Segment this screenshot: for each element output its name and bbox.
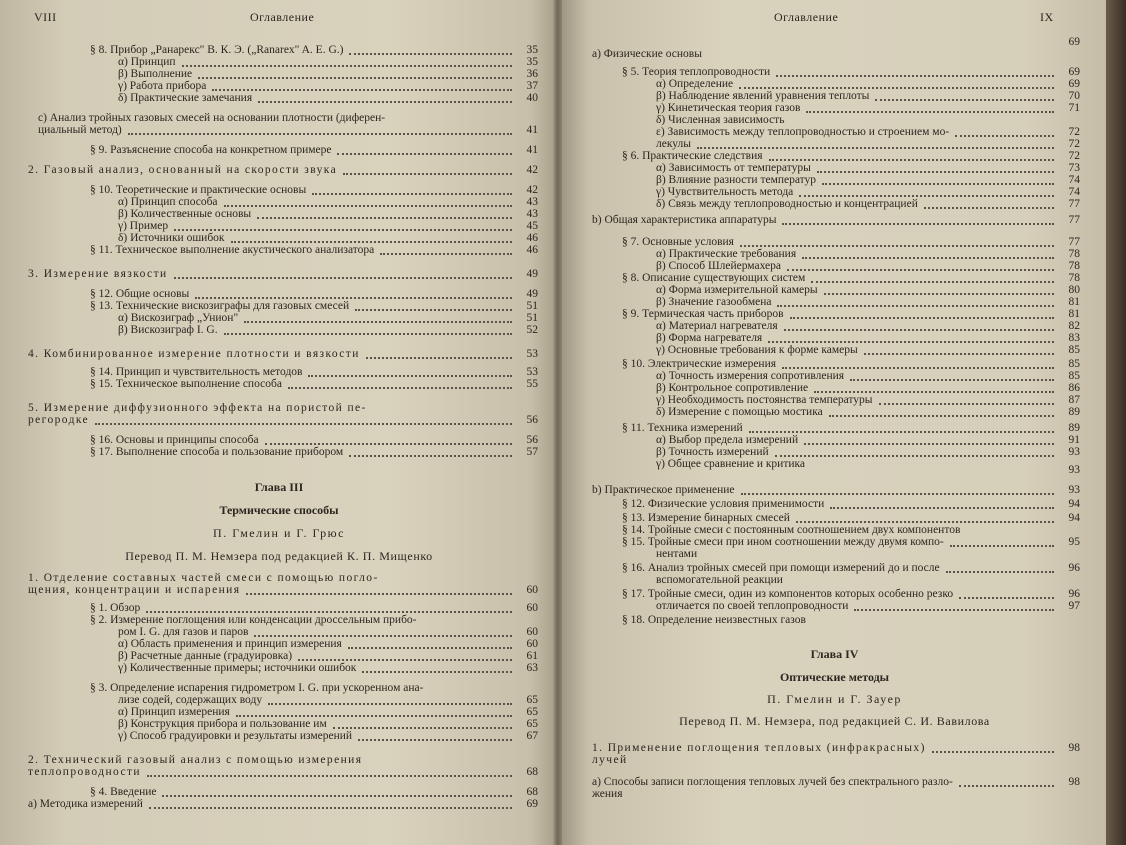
toc-entry-page: 87 (1068, 394, 1080, 406)
toc-entry-page: 53 (526, 366, 538, 378)
toc-entry-text: 5. Измерение диффузионного эффекта на пористой пе- (28, 402, 367, 414)
toc-entry (562, 198, 1107, 210)
toc-entry (0, 602, 558, 614)
toc-entry-text: 2. Газовый анализ, основанный на скорости звука (28, 164, 338, 176)
toc-entry-text: § 14. Тройные смеси с постоянным соотношением двух компонентов (622, 524, 961, 536)
running-header-right: Оглавление (774, 10, 839, 24)
toc-entry-text: § 17. Выполнение способа и пользование прибором (90, 446, 344, 458)
toc-entry-text: 1. Применение поглощения тепловых (инфракрасных) (592, 742, 926, 754)
toc-entry (0, 144, 558, 156)
toc-entry-text: § 8. Прибор „Ранарекс" В. К. Э. („Ranarex" A. E. G.) (90, 44, 344, 56)
toc-entry-text: δ) Источники ошибок (118, 232, 225, 244)
toc-entry-page: 65 (526, 706, 538, 718)
dot-leader (362, 659, 512, 673)
dot-leader (829, 403, 1054, 417)
page-number-left: VIII (34, 10, 57, 24)
toc-entry-page: 61 (526, 650, 538, 662)
toc-entry-text: теплопроводности (28, 766, 141, 778)
dot-leader (959, 773, 1054, 787)
toc-entry-page: 96 (1068, 562, 1080, 574)
toc-entry-page: 96 (1068, 588, 1080, 600)
toc-entry-text: § 11. Техническое выполнение акустического анализатора (90, 244, 375, 256)
toc-entry-text: лучей (592, 754, 628, 766)
toc-entry-text: § 11. Техника измерений (622, 422, 743, 434)
toc-entry-text: § 15. Техническое выполнение способа (90, 378, 282, 390)
toc-entry-text: β) Способ Шлейермахера (656, 260, 782, 272)
dot-leader (349, 443, 512, 457)
toc-entry-text: а) Способы записи поглощения тепловых лучей без спектрального разло- (592, 776, 953, 788)
dot-leader (775, 443, 1054, 457)
toc-entry-page: 57 (526, 446, 538, 458)
toc-entry-page: 37 (526, 80, 538, 92)
toc-entry-text: β) Конструкция прибора и пользование им (118, 718, 327, 730)
toc-entry-text: щения, концентрации и испарения (28, 584, 241, 596)
dot-leader (358, 727, 512, 741)
toc-entry-text: δ) Измерение с помощью мостика (656, 406, 823, 418)
dot-leader (782, 211, 1054, 225)
toc-entry-text: 4. Комбинированное измерение плотности и вязкости (28, 348, 360, 360)
toc-entry-page: 60 (526, 638, 538, 650)
toc-entry-page: 41 (526, 144, 538, 156)
toc-entry-page: 43 (526, 196, 538, 208)
toc-entry-text: 3. Измерение вязкости (28, 268, 168, 280)
toc-entry (0, 798, 558, 810)
toc-entry-page: 73 (1068, 162, 1080, 174)
toc-entry-page: 68 (526, 766, 538, 778)
toc-entry-text: α) Материал нагревателя (656, 320, 778, 332)
toc-entry-page: 68 (526, 786, 538, 798)
toc-entry-text: § 8. Описание существующих систем (622, 272, 806, 284)
toc-entry-text: § 6. Практические следствия (622, 150, 763, 162)
toc-entry-page: 71 (1068, 102, 1080, 114)
toc-entry (0, 92, 558, 104)
toc-entry-text: γ) Кинетическая теория газов (656, 102, 801, 114)
toc-entry (562, 742, 1107, 754)
chapter-authors-left: П. Гмелин и Г. Грюс (213, 526, 345, 540)
dot-leader (864, 341, 1054, 355)
dot-leader (95, 411, 512, 425)
toc-entry-page: 97 (1068, 600, 1080, 612)
toc-entry-text: а) Физические основы (592, 48, 702, 60)
toc-entry-page: 72 (1068, 138, 1080, 150)
toc-entry-page: 72 (1068, 126, 1080, 138)
dot-leader (380, 241, 512, 255)
toc-entry-page: 70 (1068, 90, 1080, 102)
toc-entry-page: 63 (526, 662, 538, 674)
toc-entry-text: § 12. Физические условия применимости (622, 498, 825, 510)
toc-entry-page: 65 (526, 718, 538, 730)
toc-entry-page: 49 (526, 268, 538, 280)
dot-leader (806, 99, 1054, 113)
toc-entry (0, 584, 558, 596)
dot-leader (343, 161, 512, 175)
toc-entry-page: 56 (526, 434, 538, 446)
toc-entry-text: γ) Пример (118, 220, 169, 232)
toc-entry-text: § 13. Измерение бинарных смесей (622, 512, 790, 524)
toc-entry-page: 60 (526, 602, 538, 614)
toc-entry-page: 86 (1068, 382, 1080, 394)
chapter-authors-right: П. Гмелин и Г. Зауер (767, 692, 902, 706)
dot-leader (830, 495, 1054, 509)
toc-entry (562, 776, 1107, 788)
toc-entry (562, 464, 1107, 476)
toc-entry-text: β) Выполнение (118, 68, 193, 80)
toc-entry-text: 2. Технический газовый анализ с помощью измерения (28, 754, 363, 766)
dot-leader (796, 509, 1054, 523)
toc-entry-page: 36 (526, 68, 538, 80)
toc-entry-text: § 9. Разъяснение способа на конкретном примере (90, 144, 332, 156)
toc-entry-text: § 18. Определение неизвестных газов (622, 614, 806, 626)
toc-entry-page: 41 (526, 124, 538, 136)
toc-entry-text: ε) Зависимость между теплопроводностью и строением мо- (656, 126, 950, 138)
toc-entry-text: § 15. Тройные смеси при ином соотношении между двумя компо- (622, 536, 944, 548)
toc-entry-page: 74 (1068, 186, 1080, 198)
toc-entry-text: § 17. Тройные смеси, один из компонентов которых особенно резко (622, 588, 954, 600)
toc-entry-text: β) Форма нагревателя (656, 332, 763, 344)
toc-entry-text: § 16. Анализ тройных смесей при помощи измерений до и после (622, 562, 940, 574)
toc-entry-text: вспомогательной реакции (656, 574, 783, 586)
toc-entry-text: α) Принцип (118, 56, 176, 68)
right-page (562, 0, 1107, 845)
toc-entry (0, 244, 558, 256)
toc-entry-text: § 7. Основные условия (622, 236, 734, 248)
toc-entry-text: § 16. Основы и принципы способа (90, 434, 259, 446)
dot-leader (950, 533, 1054, 547)
dot-leader (246, 581, 512, 595)
toc-entry-text: α) Выбор предела измерений (656, 434, 799, 446)
toc-entry-page: 94 (1068, 512, 1080, 524)
toc-entry-text: b) Практическое применение (592, 484, 735, 496)
page-number-right: IX (1040, 10, 1054, 24)
toc-entry (562, 36, 1107, 48)
toc-entry-page: 85 (1068, 370, 1080, 382)
toc-entry-page: 74 (1068, 174, 1080, 186)
toc-entry-page: 51 (526, 300, 538, 312)
toc-entry-page: 35 (526, 56, 538, 68)
toc-entry-text: § 12. Общие основы (90, 288, 190, 300)
toc-entry (0, 446, 558, 458)
toc-entry-text: § 14. Принцип и чувствительность методов (90, 366, 303, 378)
toc-entry-text: а) Методика измерений (28, 798, 143, 810)
toc-entry-text: b) Общая характеристика аппаратуры (592, 214, 777, 226)
toc-entry-page: 65 (526, 694, 538, 706)
toc-entry-page: 69 (1068, 36, 1080, 48)
toc-entry-text: § 5. Теория теплопроводности (622, 66, 771, 78)
toc-entry-page: 42 (526, 184, 538, 196)
toc-entry-page: 93 (1068, 446, 1080, 458)
chapter-translation-right: Перевод П. М. Немзера, под редакцией С. И. Вавилова (679, 714, 990, 728)
dot-leader (741, 481, 1055, 495)
toc-entry-text: γ) Чувствительность метода (656, 186, 794, 198)
toc-entry-page: 85 (1068, 358, 1080, 370)
toc-entry-page: 35 (526, 44, 538, 56)
toc-entry-text: α) Зависимость от температуры (656, 162, 811, 174)
dot-leader (337, 141, 512, 155)
dot-leader (946, 559, 1054, 573)
toc-entry-text: § 1. Обзор (90, 602, 141, 614)
toc-entry-text: γ) Количественные примеры; источники ошибок (118, 662, 357, 674)
chapter-title-left: Термические способы (219, 503, 339, 517)
toc-entry (562, 562, 1107, 574)
toc-entry-text: циальный метод) (38, 124, 122, 136)
toc-entry (0, 730, 558, 742)
dot-leader (146, 599, 512, 613)
toc-entry-page: 98 (1068, 776, 1080, 788)
toc-entry-page: 52 (526, 324, 538, 336)
toc-entry (562, 406, 1107, 418)
toc-entry-text: лизе содей, содержащих воду (118, 694, 263, 706)
toc-entry-text: § 10. Электрические измерения (622, 358, 777, 370)
page-edge (1106, 0, 1126, 845)
dot-leader (258, 89, 512, 103)
toc-entry-page: 77 (1068, 214, 1080, 226)
toc-entry-page: 81 (1068, 308, 1080, 320)
toc-entry-text: лекулы (656, 138, 691, 150)
toc-entry (0, 414, 558, 426)
chapter-label-left: Глава III (254, 480, 304, 494)
toc-entry-text: β) Расчетные данные (градуировка) (118, 650, 293, 662)
toc-entry (562, 214, 1107, 226)
toc-entry-page: 45 (526, 220, 538, 232)
toc-entry-text: нентами (656, 548, 698, 560)
dot-leader (288, 375, 512, 389)
toc-entry-text: α) Практические требования (656, 248, 797, 260)
toc-entry-page: 98 (1068, 742, 1080, 754)
toc-entry (0, 324, 558, 336)
toc-entry-page: 69 (526, 798, 538, 810)
toc-entry-text: δ) Численная зависимость (656, 114, 785, 126)
toc-entry-text: α) Определение (656, 78, 734, 90)
toc-entry-text: жения (592, 788, 623, 800)
toc-entry-page: 53 (526, 348, 538, 360)
toc-entry (562, 512, 1107, 524)
dot-leader (174, 265, 512, 279)
toc-entry (0, 766, 558, 778)
toc-entry-text: α) Принцип измерения (118, 706, 230, 718)
dot-leader (932, 739, 1054, 753)
chapter-title-right: Оптические методы (779, 670, 890, 684)
toc-entry (562, 788, 1107, 800)
toc-entry-page: 94 (1068, 498, 1080, 510)
toc-entry (562, 102, 1107, 114)
toc-entry-page: 67 (526, 730, 538, 742)
toc-entry-page: 42 (526, 164, 538, 176)
toc-entry-text: α) Форма измерительной камеры (656, 284, 818, 296)
running-header-left: Оглавление (250, 10, 315, 24)
toc-entry-page: 60 (526, 584, 538, 596)
toc-entry (0, 164, 558, 176)
toc-entry-text: δ) Практические замечания (118, 92, 253, 104)
toc-entry-text: γ) Общее сравнение и критика (656, 458, 806, 470)
toc-entry-text: § 9. Термическая часть приборов (622, 308, 784, 320)
dot-leader (147, 763, 512, 777)
toc-entry (0, 378, 558, 390)
toc-entry-page: 78 (1068, 248, 1080, 260)
toc-entry (0, 268, 558, 280)
toc-entry-text: β) Точность измерений (656, 446, 769, 458)
toc-entry-text: β) Вискозиграф I. G. (118, 324, 218, 336)
toc-entry-text: α) Принцип способа (118, 196, 218, 208)
toc-entry-text: регородке (28, 414, 90, 426)
toc-entry-page: 85 (1068, 344, 1080, 356)
toc-entry-page: 55 (526, 378, 538, 390)
dot-leader (128, 121, 512, 135)
toc-entry-page: 89 (1068, 406, 1080, 418)
toc-entry-text: § 2. Измерение поглощения или конденсации дроссельным прибо- (90, 614, 417, 626)
toc-entry-page: 69 (1068, 66, 1080, 78)
toc-entry-page: 93 (1068, 484, 1080, 496)
toc-entry-page: 95 (1068, 536, 1080, 548)
toc-entry-text: γ) Основные требования к форме камеры (656, 344, 858, 356)
toc-entry-text: § 4. Введение (90, 786, 157, 798)
dot-leader (366, 345, 512, 359)
toc-entry (562, 446, 1107, 458)
toc-entry-text: γ) Работа прибора (118, 80, 207, 92)
chapter-translation-left: Перевод П. М. Немзера под редакцией К. П. Мищенко (125, 549, 433, 563)
toc-entry-text: § 13. Технические вискозиграфы для газовых смесей (90, 300, 350, 312)
dot-leader (224, 321, 512, 335)
toc-entry-page: 60 (526, 626, 538, 638)
toc-entry (562, 614, 1107, 626)
toc-entry-text: β) Значение газообмена (656, 296, 772, 308)
toc-entry-text: отличается по своей теплопроводности (656, 600, 849, 612)
toc-entry-page: 78 (1068, 260, 1080, 272)
toc-entry-text: α) Область применения и принцип измерения (118, 638, 342, 650)
toc-entry-page: 77 (1068, 198, 1080, 210)
toc-entry-text: γ) Необходимость постоянства температуры (656, 394, 873, 406)
toc-entry-text: δ) Связь между теплопроводностью и концентрацией (656, 198, 918, 210)
dot-leader (149, 795, 512, 809)
toc-entry-page: 49 (526, 288, 538, 300)
toc-entry-text: § 3. Определение испарения гидрометром I. G. при ускоренном ана- (90, 682, 424, 694)
toc-entry-page: 82 (1068, 320, 1080, 332)
toc-entry-text: β) Количественные основы (118, 208, 252, 220)
toc-entry-page: 89 (1068, 422, 1080, 434)
left-page (0, 0, 558, 845)
toc-entry-text: β) Влияние разности температур (656, 174, 817, 186)
toc-entry-page: 83 (1068, 332, 1080, 344)
toc-entry-page: 46 (526, 244, 538, 256)
toc-entry-text: с) Анализ тройных газовых смесей на основании плотности (диферен- (38, 112, 386, 124)
toc-entry-text: ром I. G. для газов и паров (118, 626, 249, 638)
toc-entry (0, 348, 558, 360)
toc-entry-page: 40 (526, 92, 538, 104)
toc-entry-text: β) Контрольное сопротивление (656, 382, 809, 394)
toc-entry-page: 78 (1068, 272, 1080, 284)
toc-entry-page: 91 (1068, 434, 1080, 446)
toc-entry-page: 56 (526, 414, 538, 426)
toc-entry-page: 72 (1068, 150, 1080, 162)
toc-entry-text: § 10. Теоретические и практические основы (90, 184, 307, 196)
toc-entry-text: β) Наблюдение явлений уравнения теплоты (656, 90, 870, 102)
toc-entry (562, 754, 1107, 766)
toc-entry-page: 80 (1068, 284, 1080, 296)
toc-entry-text: α) Точность измерения сопротивления (656, 370, 845, 382)
toc-entry-text: γ) Способ градуировки и результаты измерений (118, 730, 353, 742)
toc-entry (562, 600, 1107, 612)
toc-entry (0, 662, 558, 674)
toc-entry-page: 51 (526, 312, 538, 324)
toc-entry-page: 69 (1068, 78, 1080, 90)
toc-entry-page: 46 (526, 232, 538, 244)
dot-leader (854, 597, 1054, 611)
toc-entry-text: α) Вискозиграф „Унион" (118, 312, 239, 324)
toc-entry-page: 81 (1068, 296, 1080, 308)
toc-entry-page: 43 (526, 208, 538, 220)
toc-entry (562, 48, 1107, 60)
toc-entry-page: 93 (1068, 464, 1080, 476)
toc-entry-text: 1. Отделение составных частей смеси с помощью погло- (28, 572, 379, 584)
chapter-label-right: Глава IV (810, 647, 859, 661)
dot-leader (924, 195, 1054, 209)
toc-entry (0, 124, 558, 136)
toc-entry-page: 77 (1068, 236, 1080, 248)
toc-entry (562, 536, 1107, 548)
